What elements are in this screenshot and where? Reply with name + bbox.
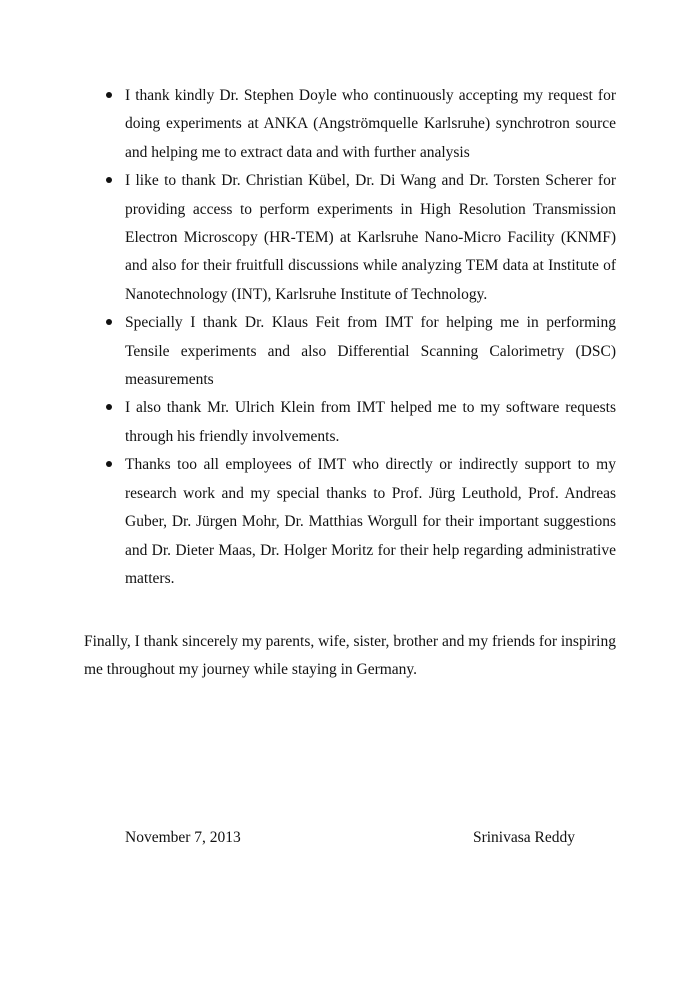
bullet-icon <box>106 92 112 98</box>
signature-block <box>125 826 575 850</box>
closing-paragraph: Finally, I thank sincerely my parents, wife, sister, brother and my friends for inspiring me throughout my journey while staying in Germany. <box>84 633 616 679</box>
signature-date: November 7, 2013 <box>125 829 241 846</box>
acknowledgement-item <box>84 309 616 394</box>
bullet-icon <box>106 461 112 467</box>
acknowledgement-item <box>84 451 616 593</box>
signature-author: Srinivasa Reddy <box>472 829 575 846</box>
bullet-icon <box>106 319 112 325</box>
acknowledgement-text: Thanks too all employees of IMT who directly or indirectly support to my research work and my special thanks to Prof. Jürg Leuthold, Prof. Andreas Guber, Dr. Jürgen Mohr, Dr. Matthias Worgull for their important suggestions and Dr. Dieter Maas, Dr. Holger Moritz for their help regarding administrative matters. <box>125 456 616 587</box>
acknowledgement-text: Specially I thank Dr. Klaus Feit from IMT for helping me in performing Tensile experiments and also Differential Scanning Calorimetry (DSC) measurements <box>125 314 616 389</box>
acknowledgement-text: I also thank Mr. Ulrich Klein from IMT helped me to my software requests through his friendly involvements. <box>125 399 616 445</box>
bullet-icon <box>106 177 112 183</box>
acknowledgement-text: I thank kindly Dr. Stephen Doyle who continuously accepting my request for doing experiments at ANKA (Angströmquelle Karlsruhe) synchrotron source and helping me to extract data and with further analysis <box>125 87 616 161</box>
acknowledgement-list <box>84 82 616 593</box>
acknowledgement-item <box>84 167 616 309</box>
acknowledgement-item <box>84 394 616 451</box>
acknowledgement-text: I like to thank Dr. Christian Kübel, Dr. Di Wang and Dr. Torsten Scherer for providing access to perform experiments in High Resolution Transmission Electron Microscopy (HR-TEM) at Karlsruhe Nano-Micro Facility (KNMF) and also for their fruitfull discussions while analyzing TEM data at Institute of Nanotechnology (INT), Karlsruhe Institute of Technology. <box>125 172 616 303</box>
bullet-icon <box>106 404 112 410</box>
acknowledgement-item <box>84 82 616 167</box>
